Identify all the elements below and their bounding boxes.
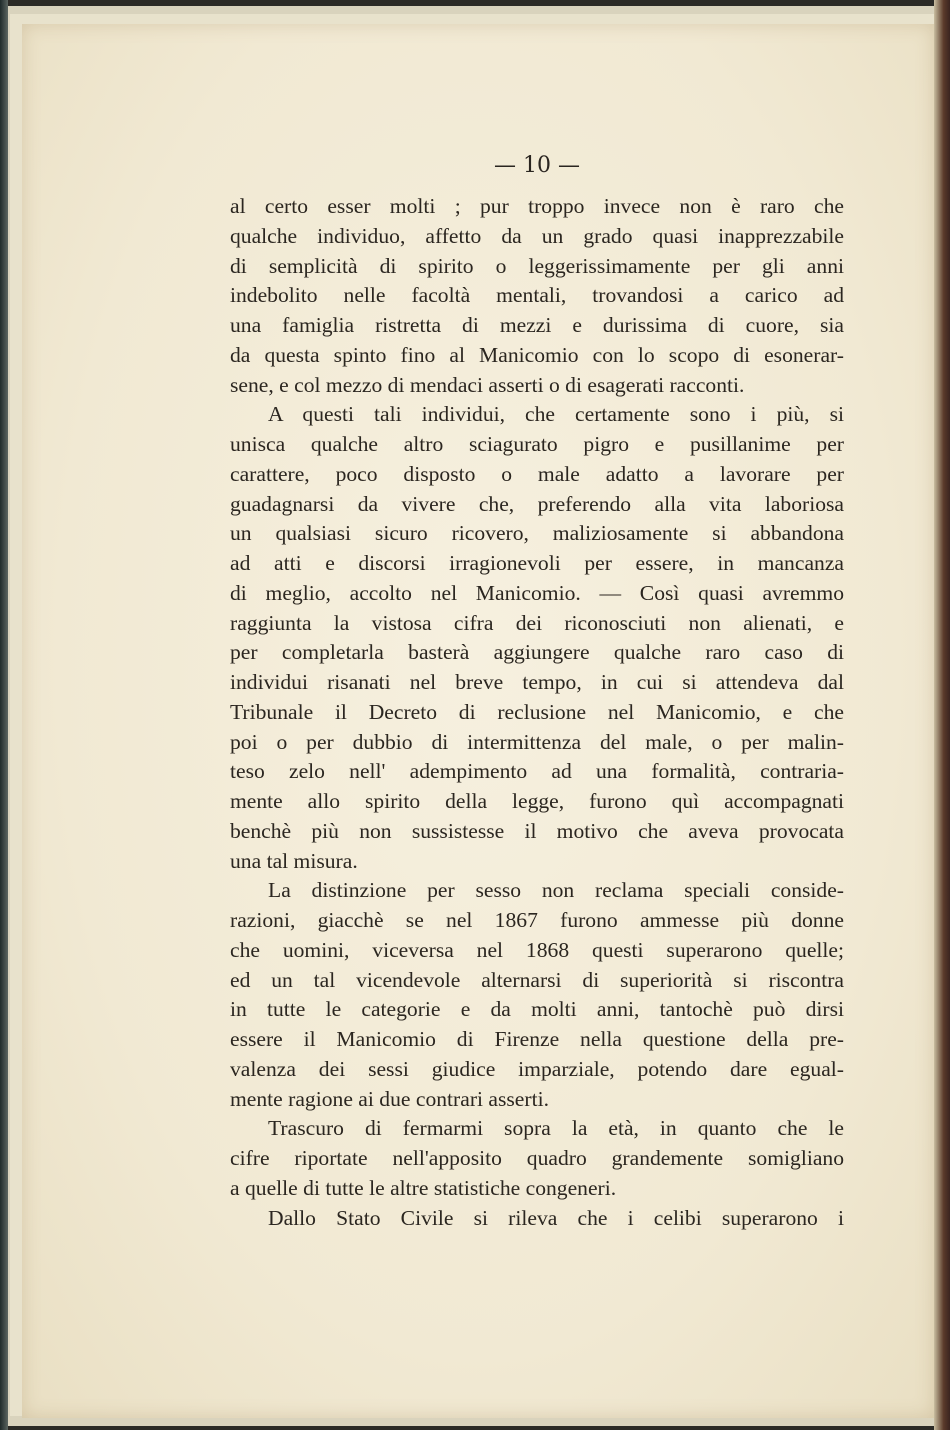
page-number: — 10 — [494, 153, 580, 178]
text-line: raggiunta la vistosa cifra dei riconosciuti non alienati, e [230, 610, 844, 635]
book-cover-left-edge [0, 0, 8, 1430]
text-line: che uomini, viceversa nel 1868 questi superarono quelle; [230, 937, 844, 962]
text-line: individui risanati nel breve tempo, in cui si attendeva dal [230, 670, 844, 694]
paragraph [230, 876, 844, 1114]
text-line: guadagnarsi da vivere che, preferendo alla vita laboriosa [230, 491, 844, 516]
book-cover-right-edge [934, 0, 950, 1430]
text-line: benchè più non sussistesse il motivo che aveva provocata [230, 818, 844, 843]
paragraph [230, 400, 844, 876]
text-line: poi o per dubbio di intermittenza del male, o per malin- [230, 729, 844, 754]
text-line: Trascuro di fermarmi sopra la età, in quanto che le [268, 1116, 844, 1141]
paragraph [230, 192, 844, 400]
text-line: Dallo Stato Civile si rileva che i celibi superarono i [268, 1205, 844, 1230]
text-line: una tal misura. [230, 848, 358, 873]
text-line: di meglio, accolto nel Manicomio. — Così quasi avremmo [230, 580, 844, 605]
text-line: mente ragione ai due contrari asserti. [230, 1086, 549, 1111]
text-line: Tribunale il Decreto di reclusione nel Manicomio, e che [230, 699, 844, 724]
text-line: da questa spinto fino al Manicomio con lo scopo di esonerar- [230, 342, 844, 367]
page-body-text [230, 192, 844, 1233]
text-line: ad atti e discorsi irragionevoli per essere, in mancanza [230, 551, 844, 575]
text-line: in tutte le categorie e da molti anni, tantochè può dirsi [230, 997, 844, 1022]
text-line: A questi tali individui, che certamente sono i più, si [268, 402, 844, 427]
text-line: ed un tal vicendevole alternarsi di superiorità si riscontra [230, 967, 844, 992]
text-line: teso zelo nell' adempimento ad una formalità, contraria- [230, 759, 844, 784]
text-line: valenza dei sessi giudice imparziale, potendo dare egual- [230, 1056, 844, 1081]
text-line: cifre riportate nell'apposito quadro grandemente somigliano [230, 1146, 844, 1170]
text-line: unisca qualche altro sciagurato pigro e pusillanime per [230, 432, 844, 456]
text-line: al certo esser molti ; pur troppo invece non è raro che [230, 194, 844, 218]
text-line: un qualsiasi sicuro ricovero, maliziosamente si abbandona [230, 521, 844, 546]
text-line: razioni, giacchè se nel 1867 furono ammesse più donne [230, 908, 844, 932]
text-line: di semplicità di spirito o leggerissimamente per gli anni [230, 253, 844, 278]
text-line: indebolito nelle facoltà mentali, trovandosi a carico ad [230, 283, 844, 308]
text-line: essere il Manicomio di Firenze nella questione della pre- [230, 1027, 844, 1051]
paragraph [230, 1114, 844, 1203]
paragraph [230, 1204, 844, 1234]
text-line: carattere, poco disposto o male adatto a lavorare per [230, 461, 844, 486]
text-line: qualche individuo, affetto da un grado quasi inapprezzabile [230, 223, 844, 248]
text-line: sene, e col mezzo di mendaci asserti o di esagerati racconti. [230, 372, 745, 397]
text-line: per completarla basterà aggiungere qualche raro caso di [230, 640, 844, 665]
text-line: una famiglia ristretta di mezzi e durissima di cuore, sia [230, 313, 844, 337]
text-line: a quelle di tutte le altre statistiche congeneri. [230, 1175, 617, 1200]
text-line: La distinzione per sesso non reclama speciali conside- [268, 878, 844, 903]
text-line: mente allo spirito della legge, furono quì accompagnati [230, 789, 844, 813]
